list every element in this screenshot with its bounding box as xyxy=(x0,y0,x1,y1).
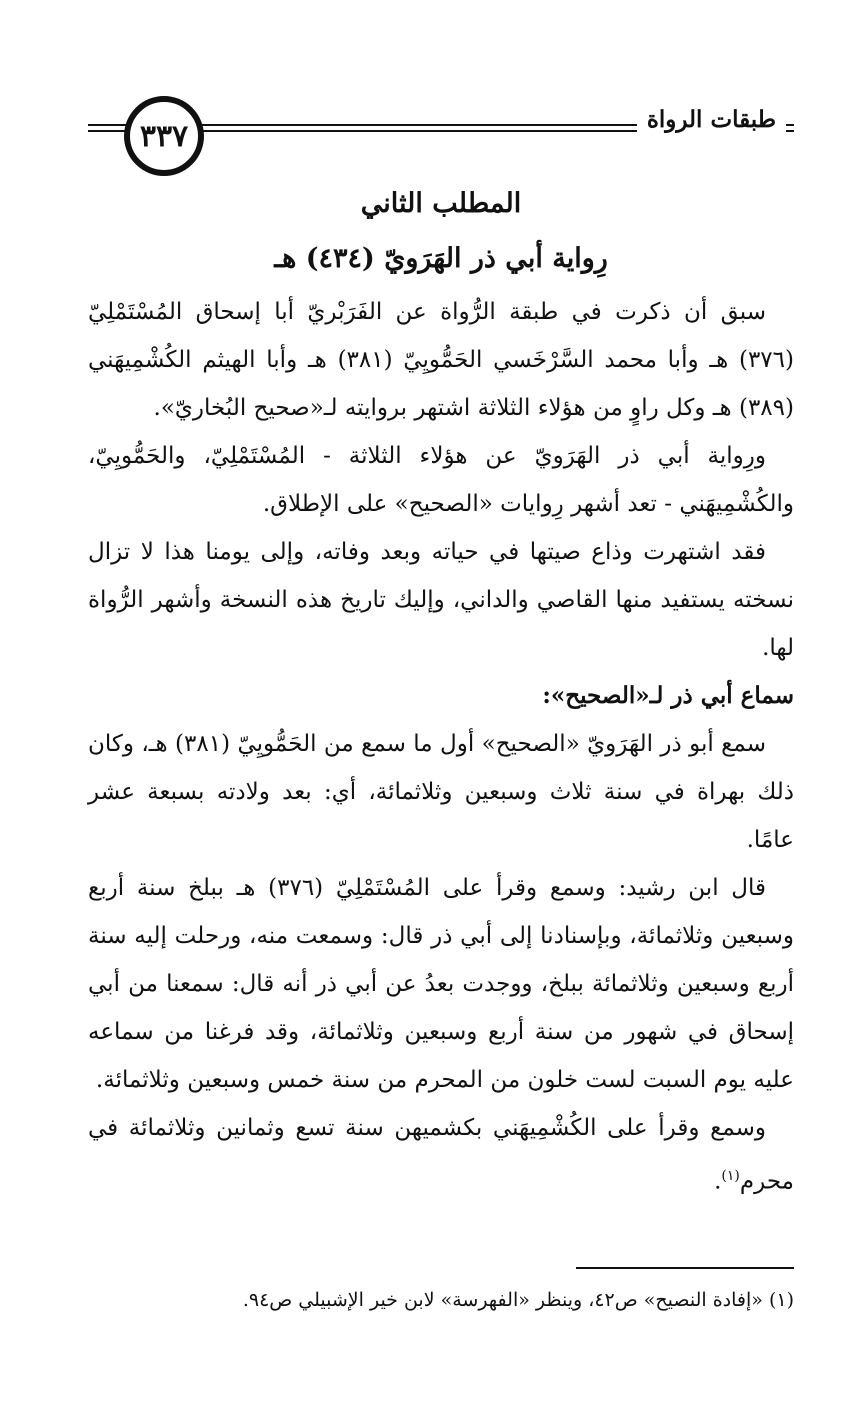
page-number-badge xyxy=(124,96,204,176)
paragraph-3: فقد اشتهرت وذاع صيتها في حياته وبعد وفاته، وإلى يومنا هذا لا تزال نسخته يستفيد منها القاصي والداني، وإليك تاريخ هذه النسخة وأشهر الرُّواة لها. xyxy=(88,539,794,661)
chapter-heading: رِواية أبي ذر الهَرَويّ (٤٣٤) هـ xyxy=(274,243,608,274)
footnote-ref[interactable]: (١) xyxy=(721,1168,740,1184)
running-title: طبقات الرواة xyxy=(637,106,786,133)
footnote-divider xyxy=(576,1267,794,1269)
paragraph-5: قال ابن رشيد: وسمع وقرأ على المُسْتَمْلِيّ (٣٧٦) هـ ببلخ سنة أربع وسبعين وثلاثمائة، وبإسنادنا إلى أبي ذر قال: وسمعت منه، ورحلت إليه سنة أربع وسبعين وثلاثمائة ببلخ، ووجدت بعدُ عن أبي ذر أنه قال: سمعنا من أبي إسحاق في شهور من سنة أربع وسبعين وثلاثمائة، وقد فرغنا من سماعه عليه يوم السبت لست خلون من المحرم من سنة خمس وسبعين وثلاثمائة. xyxy=(88,875,794,1093)
section-title: المطلب الثاني xyxy=(360,188,522,219)
paragraph-6-text: وسمع وقرأ على الكُشْمِيهَني بكشميهن سنة تسع وثمانين وثلاثمائة في محرم xyxy=(88,1115,794,1195)
paragraph-6-end: . xyxy=(714,1168,722,1195)
paragraph-6 xyxy=(88,1104,794,1206)
page-header xyxy=(88,92,794,174)
paragraph-1: سبق أن ذكرت في طبقة الرُّواة عن الفَرَبْريّ أبا إسحاق المُسْتَمْلِيّ (٣٧٦) هـ وأبا محمد السَّرْخَسي الحَمُّويِيّ (٣٨١) هـ وأبا الهيثم الكُشْمِيهَني (٣٨٩) هـ وكل راوٍ من هؤلاء الثلاثة اشتهر بروايته لـ«صحيح البُخاريّ». xyxy=(88,299,794,421)
subheading: سماع أبي ذر لـ«الصحيح»: xyxy=(542,682,794,709)
paragraph-2: ورِواية أبي ذر الهَرَويّ عن هؤلاء الثلاثة - المُسْتَمْلِيّ، والحَمُّويِيّ، والكُشْمِيهَني - تعد أشهر رِوايات «الصحيح» على الإطلاق. xyxy=(88,443,794,517)
page-body xyxy=(88,178,794,1206)
footnote: (١) «إفادة النصيح» ص٤٢، وينظر «الفهرسة» لابن خير الإشبيلي ص٩٤. xyxy=(242,1289,794,1311)
paragraph-4: سمع أبو ذر الهَرَويّ «الصحيح» أول ما سمع من الحَمُّويِيّ (٣٨١) هـ، وكان ذلك بهراة في سنة ثلاث وسبعين وثلاثمائة، أي: بعد ولادته بسبعة عشر عامًا. xyxy=(88,731,794,853)
page-number: ٣٣٧ xyxy=(139,118,189,154)
